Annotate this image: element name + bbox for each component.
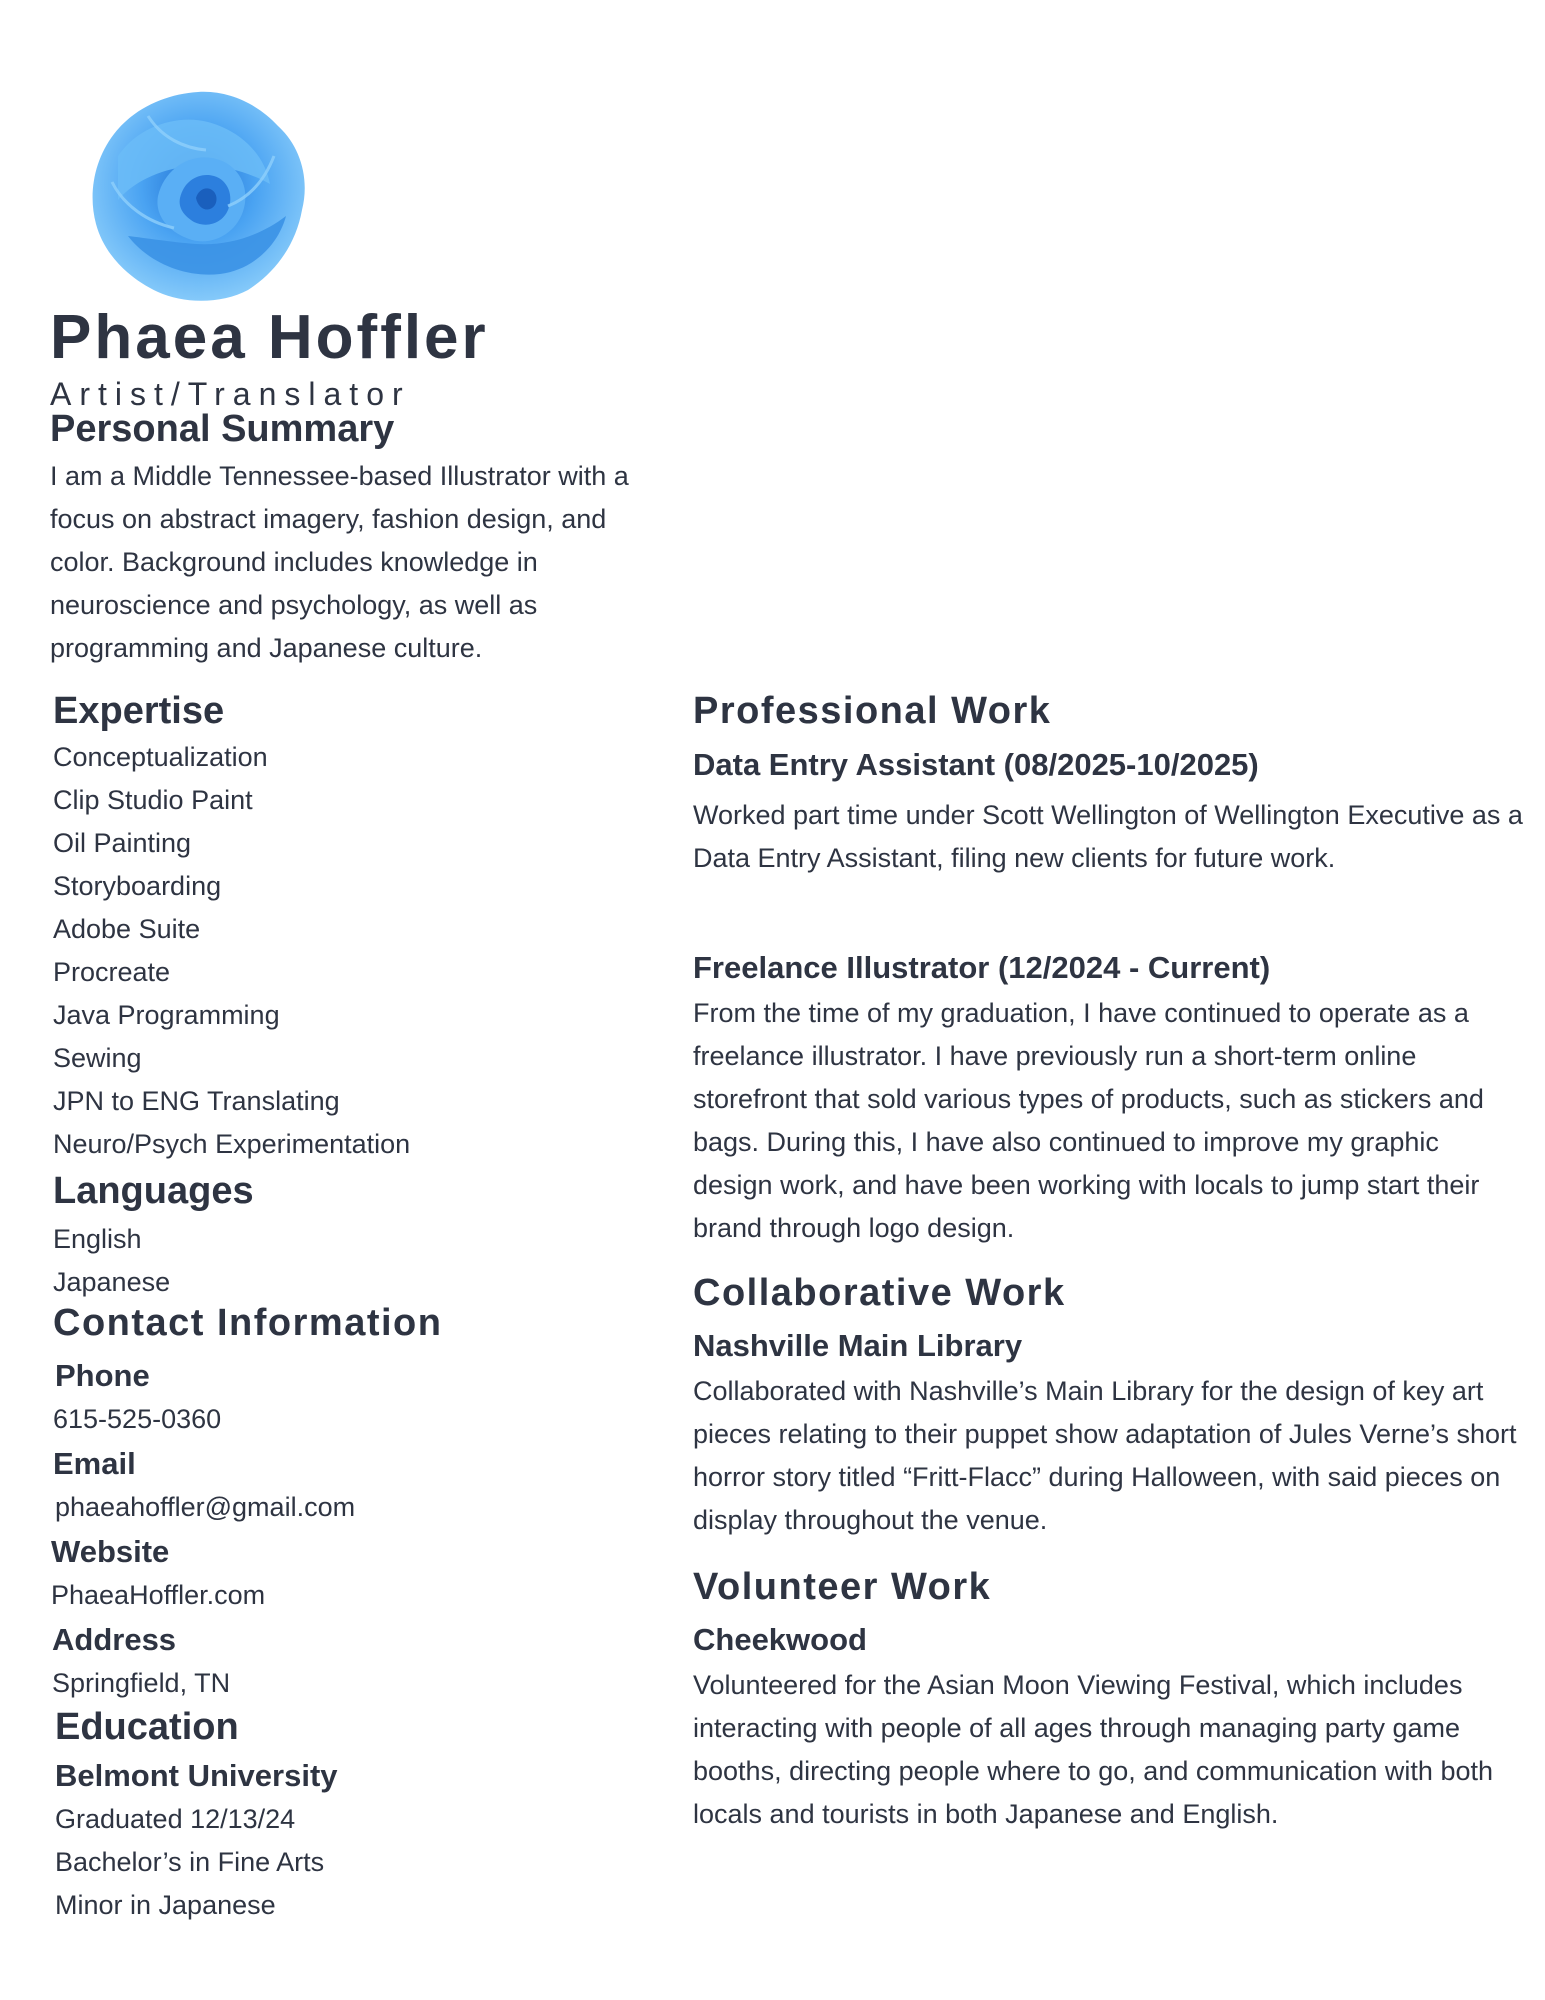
person-name: Phaea Hoffler	[50, 303, 489, 372]
expertise-heading: Expertise	[53, 690, 225, 732]
address-label: Address	[52, 1622, 177, 1657]
languages-list	[53, 1218, 170, 1304]
email-value: phaeahoffler@gmail.com	[55, 1492, 356, 1522]
website-value: PhaeaHoffler.com	[51, 1580, 266, 1610]
list-item: Storyboarding	[53, 871, 222, 901]
education-details	[55, 1798, 324, 1927]
volunteer-description: Volunteered for the Asian Moon Viewing Festival, which includes interacting with people of all ages through managing party game booths, directing people where to go, and communication with both locals and tourists in both Japanese and English.	[693, 1670, 1493, 1829]
collaborative-heading: Collaborative Work	[693, 1272, 1066, 1314]
list-item: Bachelor’s in Fine Arts	[55, 1847, 325, 1877]
volunteer-title: Cheekwood	[693, 1622, 867, 1657]
languages-heading: Languages	[53, 1170, 254, 1212]
list-item: English	[53, 1224, 142, 1254]
summary-heading: Personal Summary	[50, 408, 395, 450]
volunteer-heading: Volunteer Work	[693, 1566, 992, 1608]
education-heading: Education	[55, 1706, 239, 1748]
list-item: Adobe Suite	[53, 914, 201, 944]
list-item: Procreate	[53, 957, 171, 987]
list-item: Japanese	[53, 1267, 171, 1297]
summary-text: I am a Middle Tennessee-based Illustrator with a focus on abstract imagery, fashion design, and color. Background includes knowledge in neuroscience and psychology, as well as programming and Japanese culture.	[50, 461, 629, 663]
phone-value: 615-525-0360	[53, 1404, 222, 1434]
job-title: Data Entry Assistant (08/2025-10/2025)	[693, 747, 1259, 782]
expertise-list	[53, 736, 410, 1166]
address-value: Springfield, TN	[52, 1668, 231, 1698]
phone-label: Phone	[55, 1358, 150, 1393]
list-item: Sewing	[53, 1043, 142, 1073]
list-item: Clip Studio Paint	[53, 785, 253, 815]
person-role: Artist/Translator	[50, 376, 411, 412]
list-item: JPN to ENG Translating	[53, 1086, 340, 1116]
job-description: Worked part time under Scott Wellington of Wellington Executive as a Data Entry Assistant, filing new clients for future work.	[693, 800, 1523, 873]
job-description: From the time of my graduation, I have continued to operate as a freelance illustrator. I have previously run a short-term online storefront that sold various types of products, such as stickers and bags. During this, I have also continued to improve my graphic design work, and have been working with locals to jump start their brand through logo design.	[693, 998, 1484, 1243]
collaborative-title: Nashville Main Library	[693, 1328, 1023, 1363]
list-item: Conceptualization	[53, 742, 268, 772]
list-item: Neuro/Psych Experimentation	[53, 1129, 411, 1159]
contact-heading: Contact Information	[53, 1302, 443, 1344]
collaborative-description: Collaborated with Nashville’s Main Library for the design of key art pieces relating to their puppet show adaptation of Jules Verne’s short horror story titled “Fritt-Flacc” during Halloween, with said pieces on display throughout the venue.	[693, 1376, 1517, 1535]
email-label: Email	[53, 1446, 136, 1481]
list-item: Graduated 12/13/24	[55, 1804, 296, 1834]
list-item: Oil Painting	[53, 828, 192, 858]
blue-rose-logo	[88, 86, 310, 304]
list-item: Minor in Japanese	[55, 1890, 276, 1920]
school-name: Belmont University	[55, 1758, 338, 1793]
job-title: Freelance Illustrator (12/2024 - Current)	[693, 950, 1271, 985]
professional-heading: Professional Work	[693, 690, 1052, 732]
list-item: Java Programming	[53, 1000, 280, 1030]
website-label: Website	[51, 1534, 170, 1569]
